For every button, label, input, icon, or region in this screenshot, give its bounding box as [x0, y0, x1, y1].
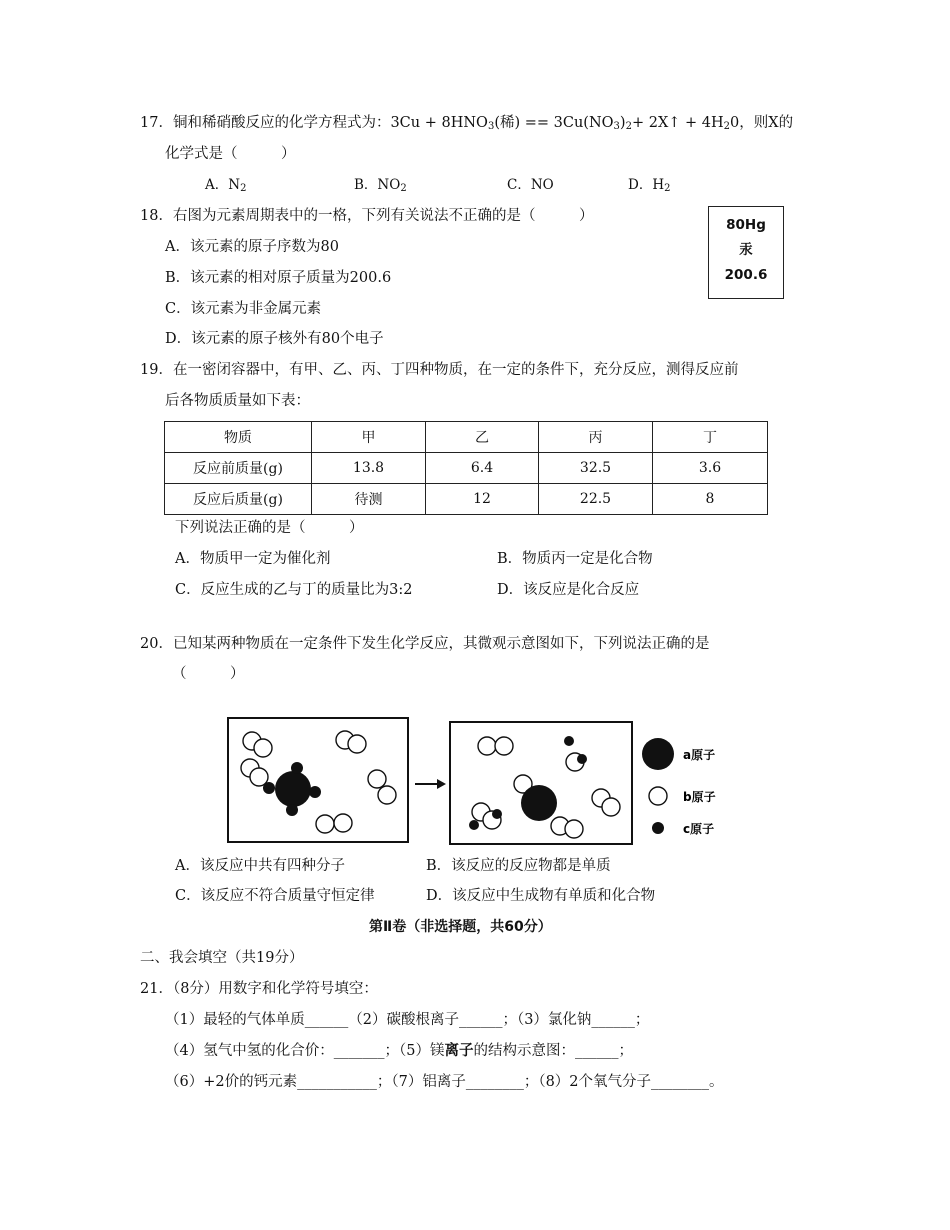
element-symbol: 80Hg — [726, 217, 766, 233]
table-cell: 13.8 — [312, 453, 426, 484]
q19-stem-line2: 后各物质质量如下表： — [165, 393, 310, 409]
q17-line1: 17．铜和稀硝酸反应的化学方程式为：$3Cu + 8HNO_3$(稀) == $3Cu(NO_3)_2+$ 2X↑ + $4H_20$，则X的 — [140, 115, 794, 132]
table-header-row — [165, 422, 768, 453]
q19-option-c: C．反应生成的乙与丁的质量比为3:2 — [175, 582, 413, 598]
table-cell: 32.5 — [539, 453, 653, 484]
q20-option-a: A．该反应中共有四种分子 — [175, 858, 345, 874]
table-header-cell: 物质 — [165, 422, 312, 453]
q19-stem-line1: 19．在一密闭容器中，有甲、乙、丙、丁四种物质，在一定的条件下，充分反应，测得反应前 — [140, 362, 739, 378]
legend-a-label: a原子 — [683, 748, 716, 762]
q19-option-b: B．物质丙一定是化合物 — [497, 551, 653, 567]
q20-stem-line2: （ ） — [172, 666, 245, 682]
q17-line2: 化学式是（ ） — [165, 146, 296, 162]
table-cell: 22.5 — [539, 484, 653, 515]
q21-line3: （6）+2价的钙元素___________；（7）铝离子________；（8）2个氧气分子________。 — [165, 1074, 724, 1090]
table-cell: 3.6 — [653, 453, 768, 484]
q20-option-d: D．该反应中生成物有单质和化合物 — [426, 888, 656, 904]
q17-option-a: A．$N_2$ — [205, 177, 247, 194]
section-heading: 二、我会填空（共19分） — [140, 950, 304, 966]
q20-stem-line1: 20．已知某两种物质在一定条件下发生化学反应，其微观示意图如下，下列说法正确的是 — [140, 636, 710, 652]
element-mass: 200.6 — [724, 267, 768, 283]
q18-option-b: B．该元素的相对原子质量为200.6 — [165, 270, 392, 286]
element-cell-box — [708, 206, 784, 299]
table-cell: 待测 — [312, 484, 426, 515]
q20-option-b: B．该反应的反应物都是单质 — [426, 858, 611, 874]
element-name: 汞 — [739, 242, 753, 258]
table-row — [165, 484, 768, 515]
q19-option-d: D．该反应是化合反应 — [497, 582, 640, 598]
table-header-cell: 丁 — [653, 422, 768, 453]
table-header-cell: 乙 — [426, 422, 539, 453]
table-cell: 反应前质量(g) — [165, 453, 312, 484]
q19-option-a: A．物质甲一定为催化剂 — [175, 551, 331, 567]
q17-option-b: B．$NO_2$ — [354, 177, 407, 194]
q21-line2: （4）氢气中氢的化合价：_______；（5）镁离子的结构示意图：______； — [165, 1042, 633, 1059]
q20-option-c: C．该反应不符合质量守恒定律 — [175, 888, 375, 904]
table-header-cell: 丙 — [539, 422, 653, 453]
table-cell: 6.4 — [426, 453, 539, 484]
q17-option-c: C．NO — [507, 177, 554, 193]
table-header-cell: 甲 — [312, 422, 426, 453]
micro-reaction-diagram — [225, 715, 735, 850]
legend-c-label: c原子 — [683, 822, 715, 836]
table-cell: 反应后质量(g) — [165, 484, 312, 515]
table-row — [165, 453, 768, 484]
q19-question: 下列说法正确的是（ ） — [175, 520, 364, 536]
legend-b-label: b原子 — [683, 790, 716, 804]
table-cell: 12 — [426, 484, 539, 515]
q18-option-c: C．该元素为非金属元素 — [165, 301, 322, 317]
mass-table — [164, 421, 768, 515]
q18-option-a: A．该元素的原子序数为80 — [165, 239, 339, 255]
q18-option-d: D．该元素的原子核外有80个电子 — [165, 331, 384, 347]
q17-option-d: D．$H_2$ — [628, 177, 671, 194]
table-cell: 8 — [653, 484, 768, 515]
q21-stem: 21．（8分）用数字和化学符号填空： — [140, 981, 378, 997]
section-title: 第Ⅱ卷（非选择题，共60分） — [369, 919, 552, 935]
q21-line1: （1）最轻的气体单质______（2）碳酸根离子______；（3）氯化钠______； — [165, 1012, 650, 1028]
q18-stem: 18．右图为元素周期表中的一格，下列有关说法不正确的是（ ） — [140, 208, 594, 224]
